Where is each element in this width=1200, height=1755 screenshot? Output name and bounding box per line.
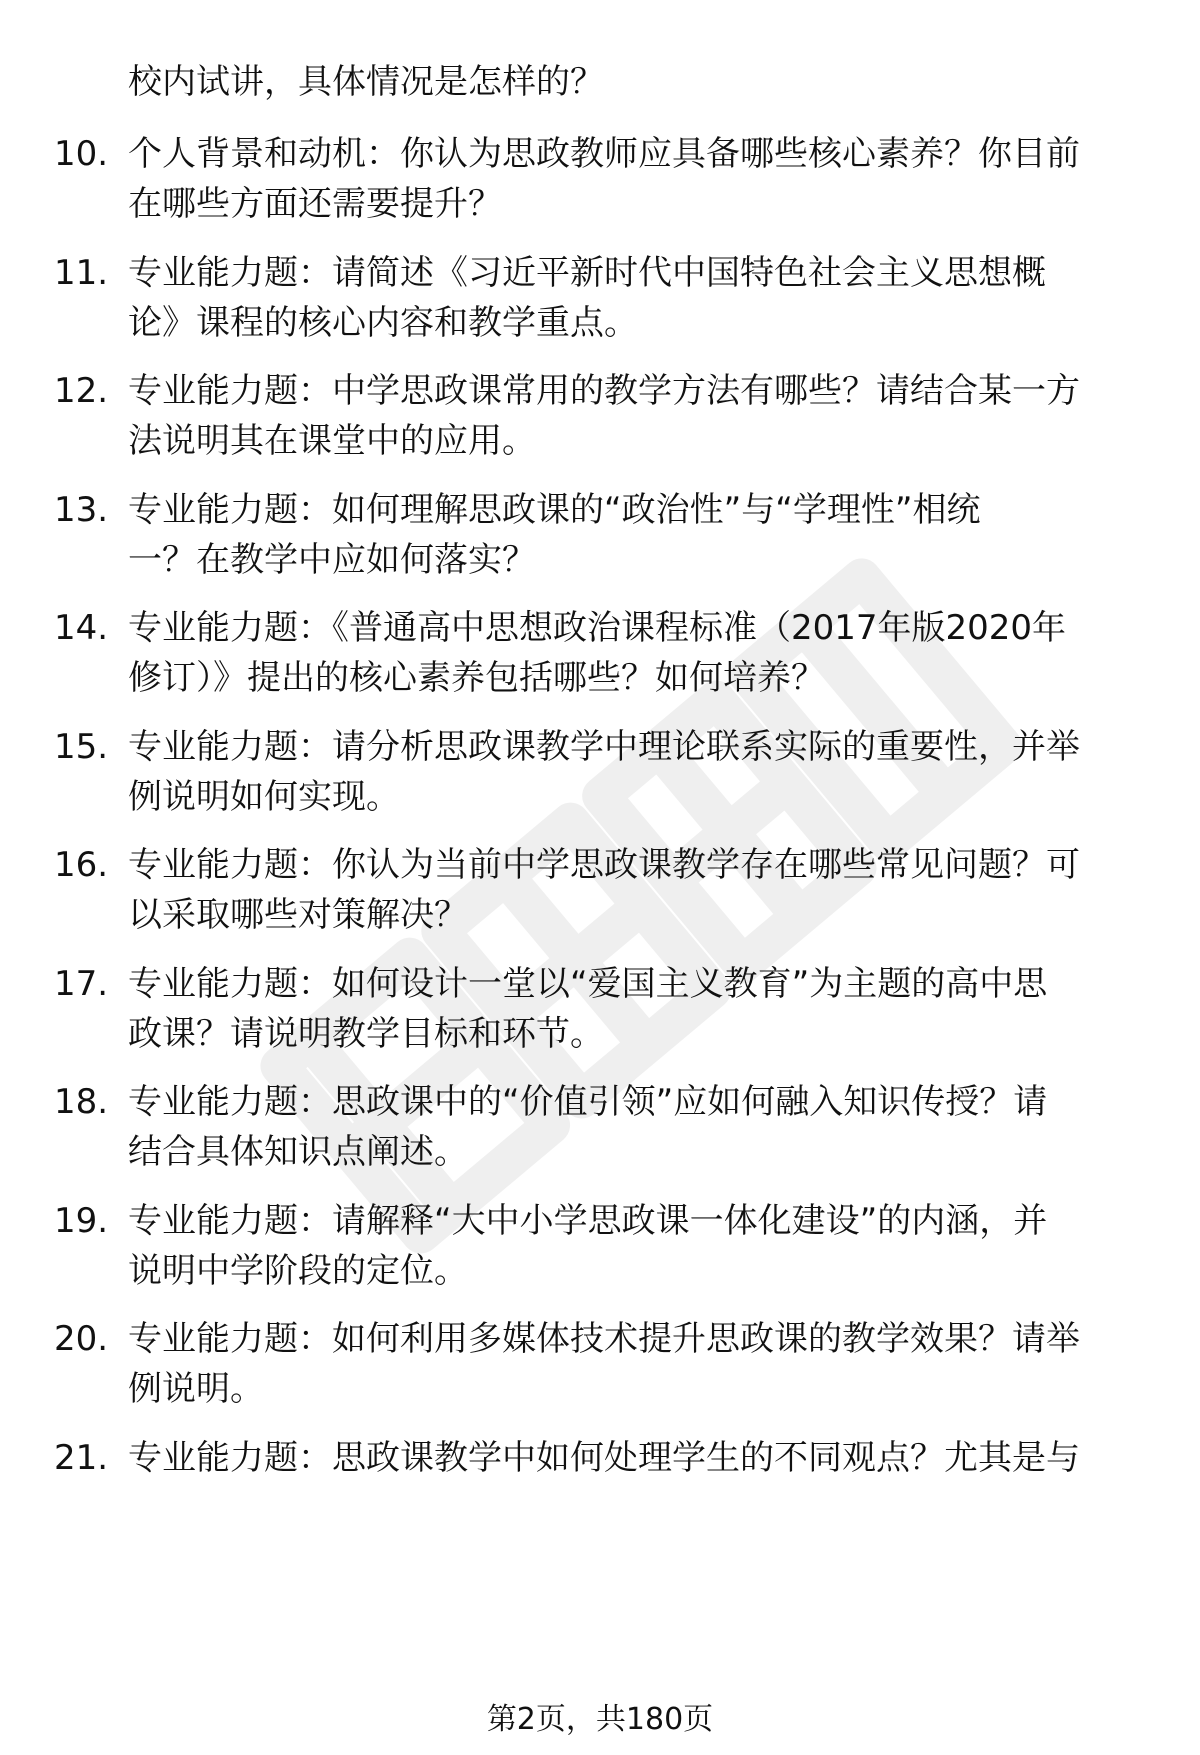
item-text-line-2: 例说明。 (128, 1369, 264, 1409)
item-text-line-2: 以采取哪些对策解决？ (128, 895, 468, 935)
item-text-line-1: 专业能力题：思政课中的“价值引领”应如何融入知识传授？请 (128, 1082, 1048, 1122)
item-number: 10. (54, 134, 109, 174)
item-text-line-2: 说明中学阶段的定位。 (128, 1251, 468, 1291)
item-text-line-1: 个人背景和动机：你认为思政教师应具备哪些核心素养？你目前 (128, 134, 1080, 174)
item-number: 17. (54, 964, 109, 1004)
item-text-line-1: 专业能力题：请简述《习近平新时代中国特色社会主义思想概 (128, 253, 1046, 293)
continuation-line: 校内试讲，具体情况是怎样的？ (128, 62, 604, 102)
item-text-line-1: 专业能力题：如何利用多媒体技术提升思政课的教学效果？请举 (128, 1319, 1080, 1359)
item-number: 18. (54, 1082, 109, 1122)
item-text-line-2: 一？在教学中应如何落实？ (128, 540, 536, 580)
item-text-line-2: 政课？请说明教学目标和环节。 (128, 1014, 604, 1054)
item-text-line-1: 专业能力题：如何理解思政课的“政治性”与“学理性”相统 (128, 490, 981, 530)
item-number: 19. (54, 1201, 109, 1241)
item-text-line-1: 专业能力题：请分析思政课教学中理论联系实际的重要性，并举 (128, 727, 1080, 767)
item-number: 21. (54, 1438, 109, 1478)
item-text-line-2: 论》课程的核心内容和教学重点。 (128, 303, 638, 343)
item-text-line-2: 法说明其在课堂中的应用。 (128, 421, 536, 461)
item-number: 12. (54, 371, 109, 411)
item-text-line-2: 在哪些方面还需要提升？ (128, 184, 502, 224)
page-footer: 第2页，共180页 (486, 1702, 714, 1737)
item-text-line-1: 专业能力题：请解释“大中小学思政课一体化建设”的内涵，并 (128, 1201, 1048, 1241)
item-number: 15. (54, 727, 109, 767)
item-text-line-2: 修订）》提出的核心素养包括哪些？如何培养？ (128, 658, 825, 698)
item-number: 13. (54, 490, 109, 530)
item-text-line-2: 结合具体知识点阐述。 (128, 1132, 468, 1172)
item-number: 16. (54, 845, 109, 885)
item-text-line-1: 专业能力题：你认为当前中学思政课教学存在哪些常见问题？可 (128, 845, 1080, 885)
item-text-line-1: 专业能力题：中学思政课常用的教学方法有哪些？请结合某一方 (128, 371, 1080, 411)
item-number: 14. (54, 608, 109, 648)
item-text-line-1: 专业能力题：思政课教学中如何处理学生的不同观点？尤其是与 (128, 1438, 1080, 1478)
item-text-line-1: 专业能力题：如何设计一堂以“爱国主义教育”为主题的高中思 (128, 964, 1048, 1004)
item-text-line-1: 专业能力题：《普通高中思想政治课程标准（2017年版2020年 (128, 608, 1067, 648)
item-number: 11. (54, 253, 109, 293)
item-number: 20. (54, 1319, 109, 1359)
item-text-line-2: 例说明如何实现。 (128, 777, 400, 817)
